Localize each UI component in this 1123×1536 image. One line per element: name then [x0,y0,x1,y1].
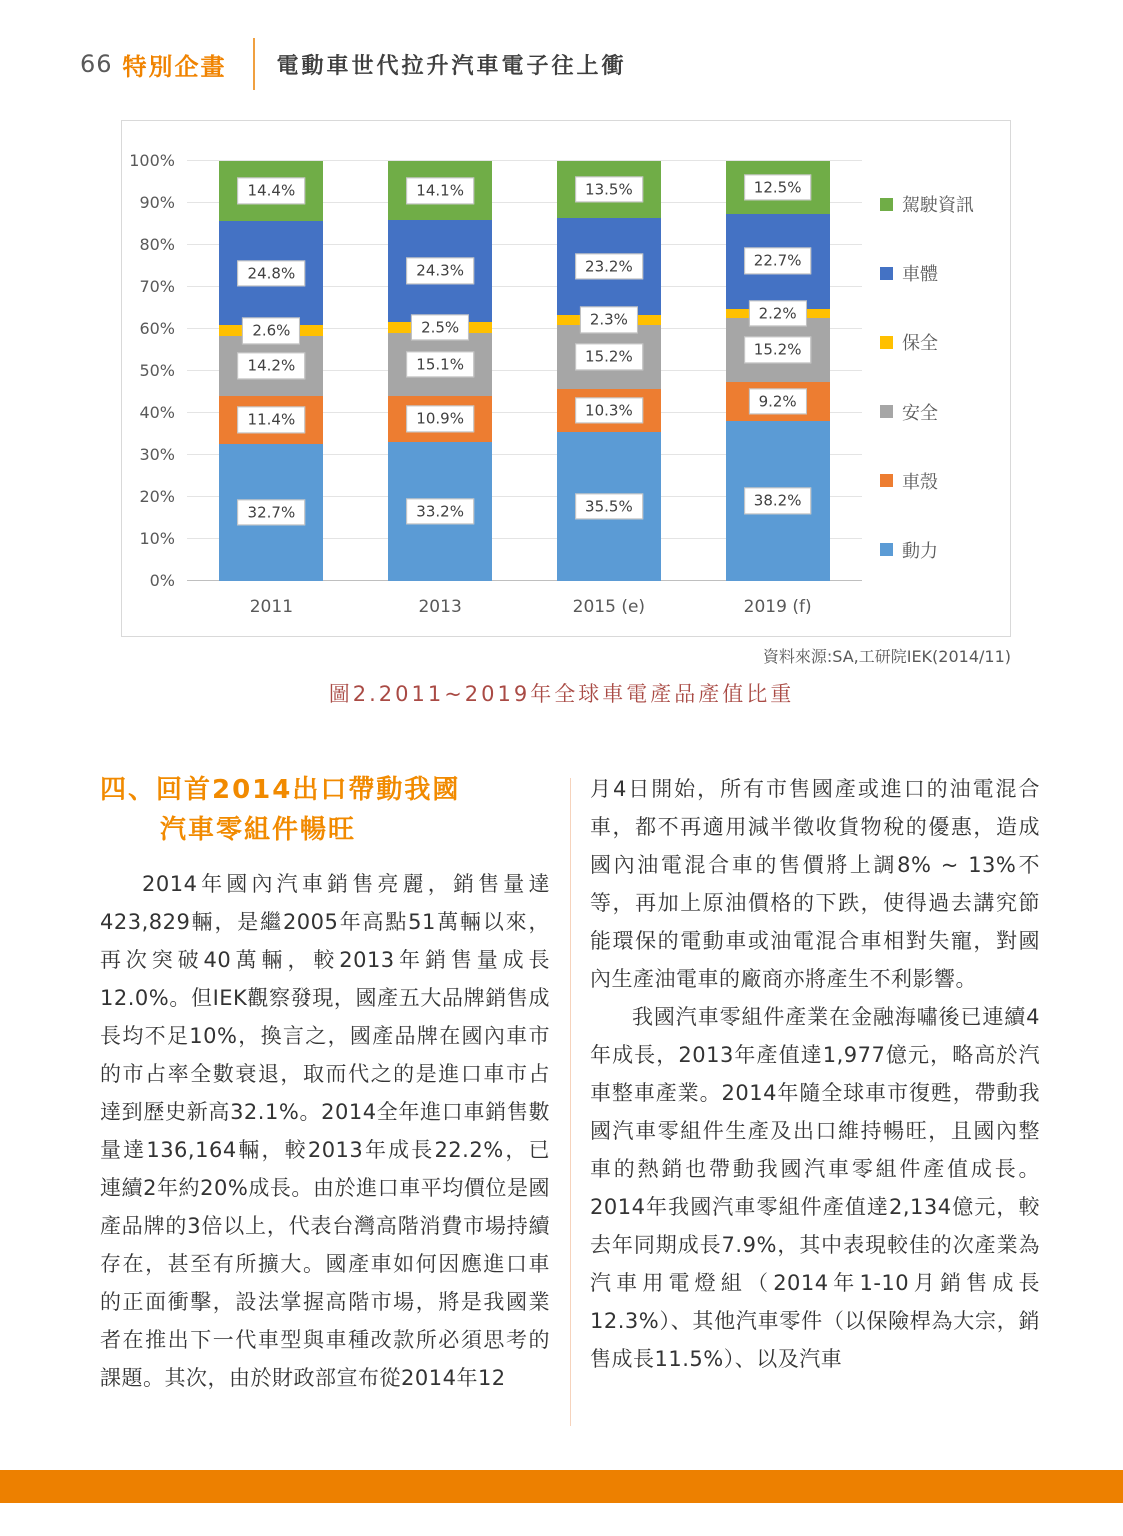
stacked-bar-2019 (f) [726,161,830,617]
legend-swatch-icon [880,405,893,418]
section-heading-line2: 汽車零組件暢旺 [160,815,357,846]
stacked-bar-2013 [388,161,492,617]
data-label: 15.2% [575,343,643,370]
data-label: 2.6% [242,318,300,345]
x-axis-label: 2011 [249,597,294,617]
page-header [80,38,627,90]
stacked-bar-2015 (e) [557,161,661,617]
page-number: 66 [80,50,113,78]
paragraph: 我國汽車零組件產業在金融海嘯後已連續4年成長，2013年產值達1,977億元，略高於汽車整車產業。2014年隨全球車市復甦，帶動我國汽車零組件生產及出口維持暢旺，且國內整車的熱銷也帶動我國汽車零組件產值成長。2014年我國汽車零組件產值達2,134億元，較去年同期成長7.9%，其中表現較佳的次產業為汽車用電燈組（2014年1-10月銷售成長12.3%）、其他汽車零件（以保險桿為大宗，銷售成長11.5%）、以及汽車 [590,1005,1040,1371]
legend-swatch-icon [880,336,893,349]
bars-group [187,161,862,617]
stacked-bar-chart [121,120,1011,637]
data-label: 22.7% [744,248,812,275]
chart-source: 資料來源:SA,工研院IEK(2014/11) [762,647,1011,666]
data-label: 23.2% [575,253,643,280]
y-axis-tick: 100% [129,151,175,170]
paragraph: 月4日開始，所有市售國產或進口的油電混合車，都不再適用減半徵收貨物稅的優惠，造成國內油電混合車的售價將上調8% ~ 13%不等，再加上原油價格的下跌，使得過去講究節能環保的電動車或油電混合車相對失寵，對國內生產油電車的廠商亦將產生不利影響。 [590,777,1040,991]
legend-item-車殼 [880,468,974,494]
data-label: 9.2% [749,388,807,415]
data-label: 35.5% [575,493,643,520]
data-label: 15.2% [744,337,812,364]
section-name: 特別企畫 [122,52,227,81]
data-label: 24.3% [406,258,474,285]
legend-item-駕駛資訊 [880,191,974,217]
y-axis-tick: 60% [139,319,175,338]
data-label: 24.8% [238,260,306,287]
y-axis-tick: 0% [149,571,175,590]
stacked-bar-2011 [219,161,323,617]
left-column [100,770,550,1397]
article-title: 電動車世代拉升汽車電子往上衝 [276,53,627,79]
y-axis-tick: 90% [139,193,175,212]
article-body [100,770,1040,1397]
y-axis-tick: 80% [139,235,175,254]
y-axis-tick: 70% [139,277,175,296]
legend-swatch-icon [880,267,893,280]
legend-item-安全 [880,399,974,425]
data-label: 2.3% [580,307,638,334]
legend-item-保全 [880,329,974,355]
y-axis-tick: 20% [139,487,175,506]
y-axis-tick: 50% [139,361,175,380]
data-label: 38.2% [744,487,812,514]
data-label: 13.5% [575,176,643,203]
left-column-paragraphs [100,865,550,1397]
legend-label: 安全 [902,402,938,424]
legend-item-動力 [880,537,974,563]
right-column [590,770,1040,1397]
x-axis-label: 2019 (f) [743,597,812,617]
legend-label: 車殼 [902,471,938,493]
legend-swatch-icon [880,198,893,211]
plot-area [129,151,862,617]
legend-label: 保全 [902,333,938,355]
footer-bar [0,1470,1123,1503]
data-label: 12.5% [744,174,812,201]
section-heading [100,770,550,851]
data-label: 14.4% [238,178,306,205]
data-label: 15.1% [406,351,474,378]
y-axis-tick: 40% [139,403,175,422]
data-label: 33.2% [406,498,474,525]
section-heading-line1: 四、回首2014出口帶動我國 [100,775,461,805]
legend-item-車體 [880,260,974,286]
data-label: 32.7% [238,499,306,526]
data-label: 14.2% [238,353,306,380]
data-label: 10.9% [406,405,474,432]
header-divider [253,38,255,90]
right-column-paragraphs [590,770,1040,1378]
legend-swatch-icon [880,474,893,487]
legend-label: 動力 [902,540,938,562]
y-axis-tick: 30% [139,445,175,464]
chart-legend [880,191,974,563]
data-label: 11.4% [238,407,306,434]
data-label: 2.2% [749,300,807,327]
legend-label: 車體 [902,264,938,286]
data-label: 2.5% [411,314,469,341]
legend-label: 駕駛資訊 [902,195,974,216]
x-axis-label: 2013 [418,597,462,617]
data-label: 10.3% [575,397,643,424]
chart-caption: 圖2.2011~2019年全球車電產品產值比重 [328,682,795,706]
paragraph: 2014年國內汽車銷售亮麗，銷售量達423,829輛，是繼2005年高點51萬輛以來，再次突破40萬輛，較2013年銷售量成長12.0%。但IEK觀察發現，國產五大品牌銷售成長均不足10%，換言之，國產品牌在國內車市的市占率全數衰退，取而代之的是進口車市占達到歷史新高32.1%。2014全年進口車銷售數量達136,164輛，較2013年成長22.2%，已連續2年約20%成長。由於進口車平均價位是國產品牌的3倍以上，代表台灣高階消費市場持續存在，甚至有所擴大。國產車如何因應進口車的正面衝擊，設法掌握高階市場，將是我國業者在推出下一代車型與車種改款所必須思考的課題。其次，由於財政部宣布從2014年12 [100,871,550,1390]
legend-swatch-icon [880,543,893,556]
data-label: 14.1% [406,177,474,204]
y-axis-tick: 10% [139,529,175,548]
x-axis-label: 2015 (e) [572,597,646,617]
